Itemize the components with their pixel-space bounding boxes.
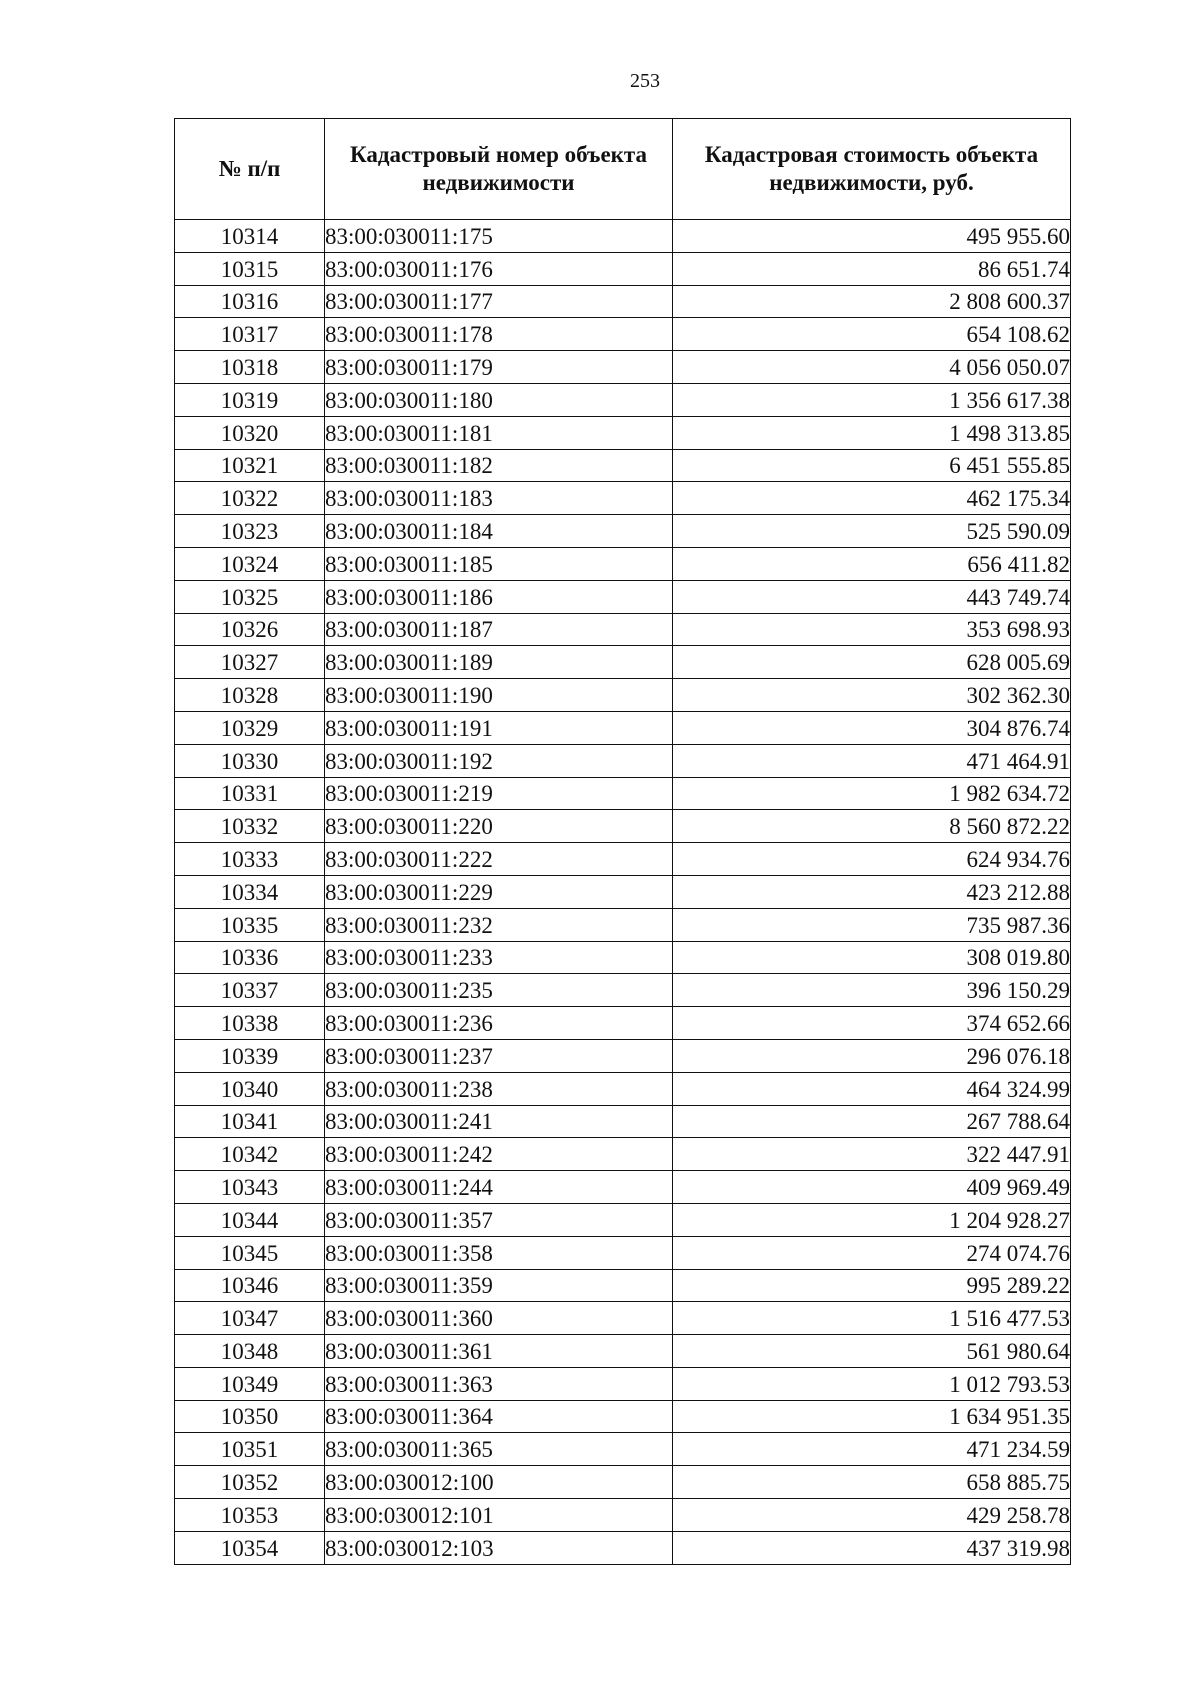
- table-row: [175, 941, 1071, 974]
- cadastral-number-cell: 83:00:030011:185: [325, 547, 673, 580]
- table-row: [175, 1302, 1071, 1335]
- table-row: [175, 220, 1071, 253]
- cadastral-value-cell: 302 362.30: [673, 679, 1071, 712]
- row-number-cell: 10335: [175, 908, 325, 941]
- table-header-row: [175, 119, 1071, 220]
- table-row: [175, 351, 1071, 384]
- table-row: [175, 810, 1071, 843]
- table-row: [175, 547, 1071, 580]
- row-number-cell: 10338: [175, 1007, 325, 1040]
- cadastral-value-cell: 267 788.64: [673, 1105, 1071, 1138]
- cadastral-value-cell: 464 324.99: [673, 1072, 1071, 1105]
- row-number-cell: 10337: [175, 974, 325, 1007]
- cadastral-value-cell: 525 590.09: [673, 515, 1071, 548]
- cadastral-number-cell: 83:00:030012:100: [325, 1466, 673, 1499]
- cadastral-number-cell: 83:00:030011:191: [325, 711, 673, 744]
- table-row: [175, 580, 1071, 613]
- cadastral-number-cell: 83:00:030011:360: [325, 1302, 673, 1335]
- row-number-cell: 10318: [175, 351, 325, 384]
- table-row: [175, 1367, 1071, 1400]
- row-number-cell: 10317: [175, 318, 325, 351]
- row-number-cell: 10352: [175, 1466, 325, 1499]
- row-number-cell: 10316: [175, 285, 325, 318]
- cadastral-number-cell: 83:00:030011:180: [325, 383, 673, 416]
- cadastral-value-cell: 429 258.78: [673, 1499, 1071, 1532]
- cadastral-number-cell: 83:00:030011:192: [325, 744, 673, 777]
- cadastral-value-cell: 1 498 313.85: [673, 416, 1071, 449]
- row-number-cell: 10314: [175, 220, 325, 253]
- table-header: [175, 119, 1071, 220]
- table-row: [175, 908, 1071, 941]
- cadastral-value-cell: 654 108.62: [673, 318, 1071, 351]
- cadastral-number-cell: 83:00:030011:357: [325, 1203, 673, 1236]
- cadastral-value-cell: 409 969.49: [673, 1171, 1071, 1204]
- cadastral-number-cell: 83:00:030011:232: [325, 908, 673, 941]
- table-row: [175, 515, 1071, 548]
- cadastral-value-cell: 656 411.82: [673, 547, 1071, 580]
- cadastral-value-cell: 6 451 555.85: [673, 449, 1071, 482]
- row-number-cell: 10333: [175, 843, 325, 876]
- table-row: [175, 1105, 1071, 1138]
- cadastral-number-cell: 83:00:030011:242: [325, 1138, 673, 1171]
- cadastral-number-cell: 83:00:030011:181: [325, 416, 673, 449]
- cadastral-number-cell: 83:00:030011:238: [325, 1072, 673, 1105]
- table-row: [175, 744, 1071, 777]
- cadastral-number-cell: 83:00:030011:177: [325, 285, 673, 318]
- row-number-cell: 10349: [175, 1367, 325, 1400]
- table-row: [175, 449, 1071, 482]
- table-row: [175, 1072, 1071, 1105]
- row-number-cell: 10321: [175, 449, 325, 482]
- cadastral-value-cell: 1 634 951.35: [673, 1400, 1071, 1433]
- cadastral-value-table: [174, 118, 1071, 1565]
- row-number-cell: 10339: [175, 1039, 325, 1072]
- cadastral-value-cell: 1 516 477.53: [673, 1302, 1071, 1335]
- cadastral-value-cell: 396 150.29: [673, 974, 1071, 1007]
- row-number-cell: 10340: [175, 1072, 325, 1105]
- cadastral-value-cell: 4 056 050.07: [673, 351, 1071, 384]
- cadastral-number-cell: 83:00:030011:182: [325, 449, 673, 482]
- row-number-cell: 10319: [175, 383, 325, 416]
- cadastral-number-cell: 83:00:030011:358: [325, 1236, 673, 1269]
- row-number-cell: 10353: [175, 1499, 325, 1532]
- cadastral-number-cell: 83:00:030011:219: [325, 777, 673, 810]
- cadastral-number-cell: 83:00:030011:179: [325, 351, 673, 384]
- table-row: [175, 1400, 1071, 1433]
- table-row: [175, 679, 1071, 712]
- row-number-cell: 10327: [175, 646, 325, 679]
- row-number-cell: 10315: [175, 252, 325, 285]
- row-number-cell: 10336: [175, 941, 325, 974]
- row-number-cell: 10325: [175, 580, 325, 613]
- table-row: [175, 1433, 1071, 1466]
- header-row-number: № п/п: [175, 119, 325, 220]
- row-number-cell: 10332: [175, 810, 325, 843]
- table-row: [175, 777, 1071, 810]
- cadastral-number-cell: 83:00:030011:187: [325, 613, 673, 646]
- cadastral-number-cell: 83:00:030011:178: [325, 318, 673, 351]
- page-number: 253: [630, 70, 660, 92]
- table-row: [175, 1269, 1071, 1302]
- table-row: [175, 416, 1071, 449]
- cadastral-value-cell: 1 204 928.27: [673, 1203, 1071, 1236]
- cadastral-number-cell: 83:00:030011:184: [325, 515, 673, 548]
- cadastral-number-cell: 83:00:030011:364: [325, 1400, 673, 1433]
- cadastral-value-cell: 1 012 793.53: [673, 1367, 1071, 1400]
- cadastral-number-cell: 83:00:030011:186: [325, 580, 673, 613]
- cadastral-number-cell: 83:00:030011:176: [325, 252, 673, 285]
- row-number-cell: 10343: [175, 1171, 325, 1204]
- cadastral-number-cell: 83:00:030012:101: [325, 1499, 673, 1532]
- cadastral-value-cell: 471 234.59: [673, 1433, 1071, 1466]
- row-number-cell: 10324: [175, 547, 325, 580]
- table-row: [175, 1236, 1071, 1269]
- cadastral-value-cell: 304 876.74: [673, 711, 1071, 744]
- cadastral-number-cell: 83:00:030011:237: [325, 1039, 673, 1072]
- cadastral-value-cell: 2 808 600.37: [673, 285, 1071, 318]
- cadastral-value-cell: 423 212.88: [673, 875, 1071, 908]
- row-number-cell: 10334: [175, 875, 325, 908]
- table-row: [175, 1499, 1071, 1532]
- row-number-cell: 10330: [175, 744, 325, 777]
- cadastral-value-cell: 658 885.75: [673, 1466, 1071, 1499]
- cadastral-value-cell: 628 005.69: [673, 646, 1071, 679]
- cadastral-value-cell: 443 749.74: [673, 580, 1071, 613]
- header-cadastral-value: Кадастровая стоимость объекта недвижимости, руб.: [673, 119, 1071, 220]
- cadastral-value-cell: 471 464.91: [673, 744, 1071, 777]
- cadastral-value-cell: 86 651.74: [673, 252, 1071, 285]
- row-number-cell: 10344: [175, 1203, 325, 1236]
- cadastral-value-cell: 735 987.36: [673, 908, 1071, 941]
- row-number-cell: 10351: [175, 1433, 325, 1466]
- table-row: [175, 711, 1071, 744]
- cadastral-value-cell: 353 698.93: [673, 613, 1071, 646]
- table-row: [175, 1203, 1071, 1236]
- table-row: [175, 1171, 1071, 1204]
- table-row: [175, 383, 1071, 416]
- row-number-cell: 10341: [175, 1105, 325, 1138]
- table-row: [175, 285, 1071, 318]
- row-number-cell: 10345: [175, 1236, 325, 1269]
- cadastral-number-cell: 83:00:030011:241: [325, 1105, 673, 1138]
- cadastral-number-cell: 83:00:030011:235: [325, 974, 673, 1007]
- cadastral-number-cell: 83:00:030011:175: [325, 220, 673, 253]
- cadastral-value-cell: 274 074.76: [673, 1236, 1071, 1269]
- row-number-cell: 10322: [175, 482, 325, 515]
- table-row: [175, 843, 1071, 876]
- cadastral-number-cell: 83:00:030011:220: [325, 810, 673, 843]
- table-row: [175, 1138, 1071, 1171]
- table-row: [175, 252, 1071, 285]
- table-row: [175, 974, 1071, 1007]
- table-row: [175, 1531, 1071, 1564]
- cadastral-value-cell: 437 319.98: [673, 1531, 1071, 1564]
- row-number-cell: 10328: [175, 679, 325, 712]
- row-number-cell: 10346: [175, 1269, 325, 1302]
- cadastral-number-cell: 83:00:030011:233: [325, 941, 673, 974]
- cadastral-number-cell: 83:00:030011:244: [325, 1171, 673, 1204]
- header-cadastral-number: Кадастровый номер объекта недвижимости: [325, 119, 673, 220]
- cadastral-number-cell: 83:00:030011:365: [325, 1433, 673, 1466]
- row-number-cell: 10348: [175, 1335, 325, 1368]
- table-row: [175, 875, 1071, 908]
- cadastral-value-cell: 308 019.80: [673, 941, 1071, 974]
- table-row: [175, 1466, 1071, 1499]
- row-number-cell: 10323: [175, 515, 325, 548]
- cadastral-value-cell: 1 356 617.38: [673, 383, 1071, 416]
- cadastral-number-cell: 83:00:030011:189: [325, 646, 673, 679]
- row-number-cell: 10320: [175, 416, 325, 449]
- table-row: [175, 1335, 1071, 1368]
- cadastral-value-cell: 995 289.22: [673, 1269, 1071, 1302]
- cadastral-number-cell: 83:00:030011:363: [325, 1367, 673, 1400]
- cadastral-number-cell: 83:00:030011:183: [325, 482, 673, 515]
- row-number-cell: 10331: [175, 777, 325, 810]
- row-number-cell: 10354: [175, 1531, 325, 1564]
- row-number-cell: 10347: [175, 1302, 325, 1335]
- cadastral-value-cell: 624 934.76: [673, 843, 1071, 876]
- cadastral-number-cell: 83:00:030011:222: [325, 843, 673, 876]
- table-row: [175, 646, 1071, 679]
- cadastral-value-cell: 374 652.66: [673, 1007, 1071, 1040]
- cadastral-value-cell: 495 955.60: [673, 220, 1071, 253]
- cadastral-number-cell: 83:00:030011:359: [325, 1269, 673, 1302]
- cadastral-number-cell: 83:00:030011:236: [325, 1007, 673, 1040]
- table-row: [175, 482, 1071, 515]
- cadastral-value-cell: 561 980.64: [673, 1335, 1071, 1368]
- cadastral-number-cell: 83:00:030011:229: [325, 875, 673, 908]
- row-number-cell: 10350: [175, 1400, 325, 1433]
- table-row: [175, 1039, 1071, 1072]
- cadastral-value-cell: 8 560 872.22: [673, 810, 1071, 843]
- cadastral-number-cell: 83:00:030012:103: [325, 1531, 673, 1564]
- cadastral-number-cell: 83:00:030011:190: [325, 679, 673, 712]
- row-number-cell: 10342: [175, 1138, 325, 1171]
- table-row: [175, 1007, 1071, 1040]
- cadastral-value-cell: 462 175.34: [673, 482, 1071, 515]
- table-body: [175, 220, 1071, 1565]
- table-row: [175, 613, 1071, 646]
- row-number-cell: 10326: [175, 613, 325, 646]
- cadastral-value-cell: 296 076.18: [673, 1039, 1071, 1072]
- cadastral-value-cell: 322 447.91: [673, 1138, 1071, 1171]
- cadastral-number-cell: 83:00:030011:361: [325, 1335, 673, 1368]
- row-number-cell: 10329: [175, 711, 325, 744]
- table-row: [175, 318, 1071, 351]
- cadastral-value-cell: 1 982 634.72: [673, 777, 1071, 810]
